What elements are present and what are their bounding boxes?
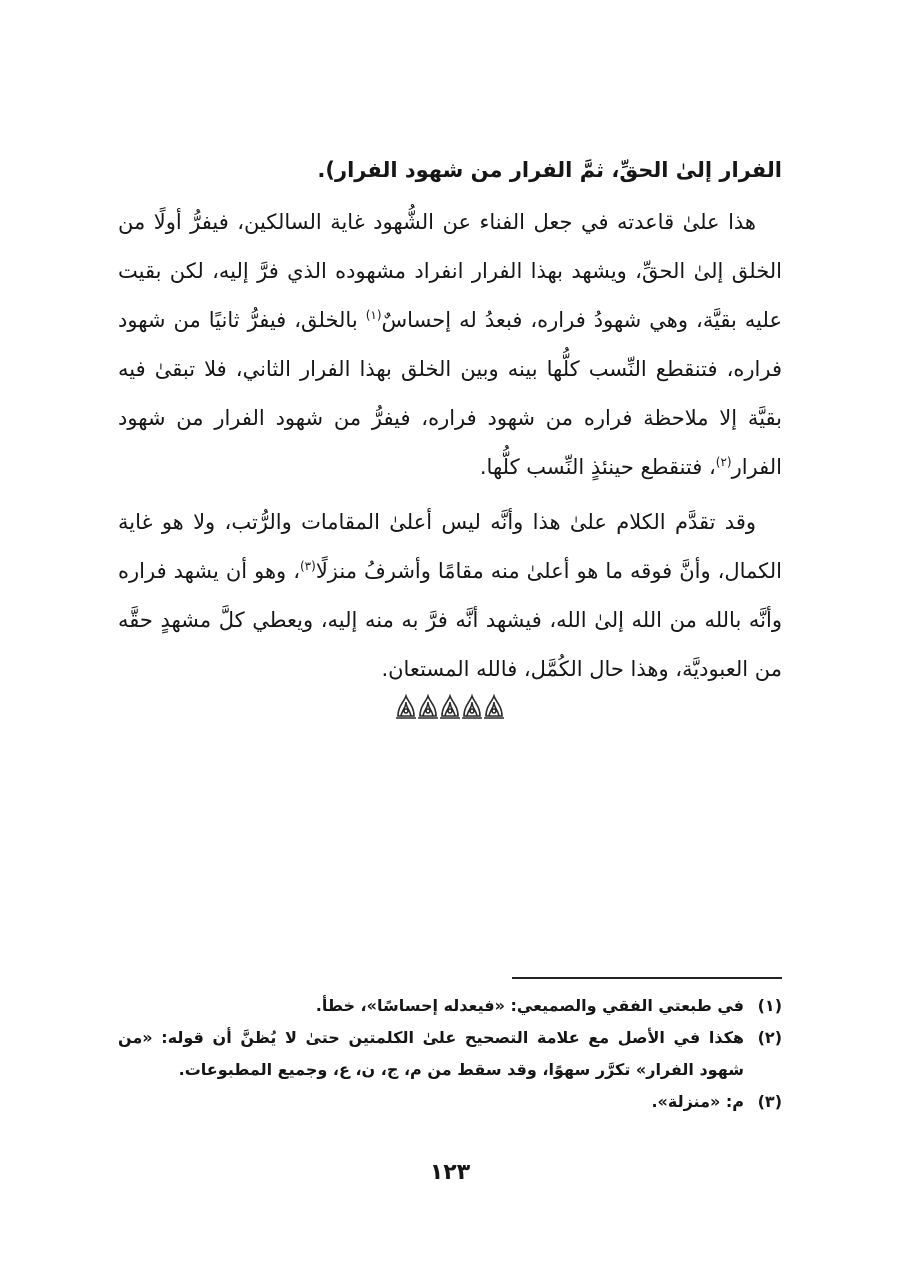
lead-line: الفرار إلىٰ الحقِّ، ثمَّ الفرار من شهود الفرار). bbox=[317, 158, 782, 182]
floral-divider-icon bbox=[392, 690, 508, 720]
paragraph-1-text-b: بالخلق، فيفرُّ ثانيًا من شهود فراره، فتنقطع النِّسب كلُّها بينه وبين الخلق بهذا الفرار الثاني، فلا تبقىٰ فيه بقيَّة إلا ملاحظة فراره من شهود فراره، فيفرُّ من شهود الفرار من شهود الفرار bbox=[118, 308, 782, 479]
footnote-divider bbox=[512, 977, 782, 979]
footnotes bbox=[118, 990, 782, 1118]
footnote-3 bbox=[118, 1086, 782, 1118]
paragraph-2-text-b: ، وهو أن يشهد فراره وأنَّه بالله من الله إلىٰ الله، فيشهد أنَّه فرَّ به منه إليه، ويعطي كلَّ مشهدٍ حقَّه من العبوديَّة، وهذا حال الكُمَّل، فالله المستعان. bbox=[118, 559, 782, 681]
paragraph-1 bbox=[118, 198, 782, 492]
footnote-ref-3[interactable]: (٣) bbox=[299, 559, 316, 573]
paragraph-1-text-c: ، فتنقطع حينئذٍ النِّسب كلُّها. bbox=[479, 455, 716, 479]
footnote-number: (٣) bbox=[757, 1092, 782, 1111]
footnote-2 bbox=[118, 1022, 782, 1086]
footnote-ref-2[interactable]: (٢) bbox=[715, 455, 732, 469]
paragraph-1-text-a: هذا علىٰ قاعدته في جعل الفناء عن الشُّهود غاية السالكين، فيفرُّ أولًا من الخلق إلىٰ الحقِّ، ويشهد بهذا الفرار انفراد مشهوده الذي فرَّ إليه، لكن بقيت عليه بقيَّة، وهي شهودُ فراره، فبعدُ له إحساسٌ bbox=[118, 210, 782, 332]
footnote-text: في طبعتي الفقي والصميعي: «فيعدله إحساسًا»، خطأ. bbox=[315, 996, 744, 1015]
footnote-number: (٢) bbox=[757, 1028, 782, 1047]
footnote-text: م: «منزلة». bbox=[651, 1092, 744, 1111]
footnote-1 bbox=[118, 990, 782, 1022]
footnote-text: هكذا في الأصل مع علامة التصحيح علىٰ الكلمتين حتىٰ لا يُظنَّ أن قوله: «من شهود الفرار» تكرَّر سهوًا، وقد سقط من م، ج، ن، ع، وجميع المطبوعات. bbox=[118, 1028, 744, 1079]
page-number: ١٢٣ bbox=[429, 1160, 471, 1185]
footnote-ref-1[interactable]: (١) bbox=[365, 308, 382, 322]
paragraph-2 bbox=[118, 498, 782, 694]
paragraph-2-text-a: وقد تقدَّم الكلام علىٰ هذا وأنَّه ليس أعلىٰ المقامات والرُّتب، ولا هو غاية الكمال، وأنَّ فوقه ما هو أعلىٰ منه مقامًا وأشرفُ منزلًا bbox=[118, 510, 783, 583]
footnote-number: (١) bbox=[757, 996, 782, 1015]
main-text bbox=[118, 146, 782, 700]
